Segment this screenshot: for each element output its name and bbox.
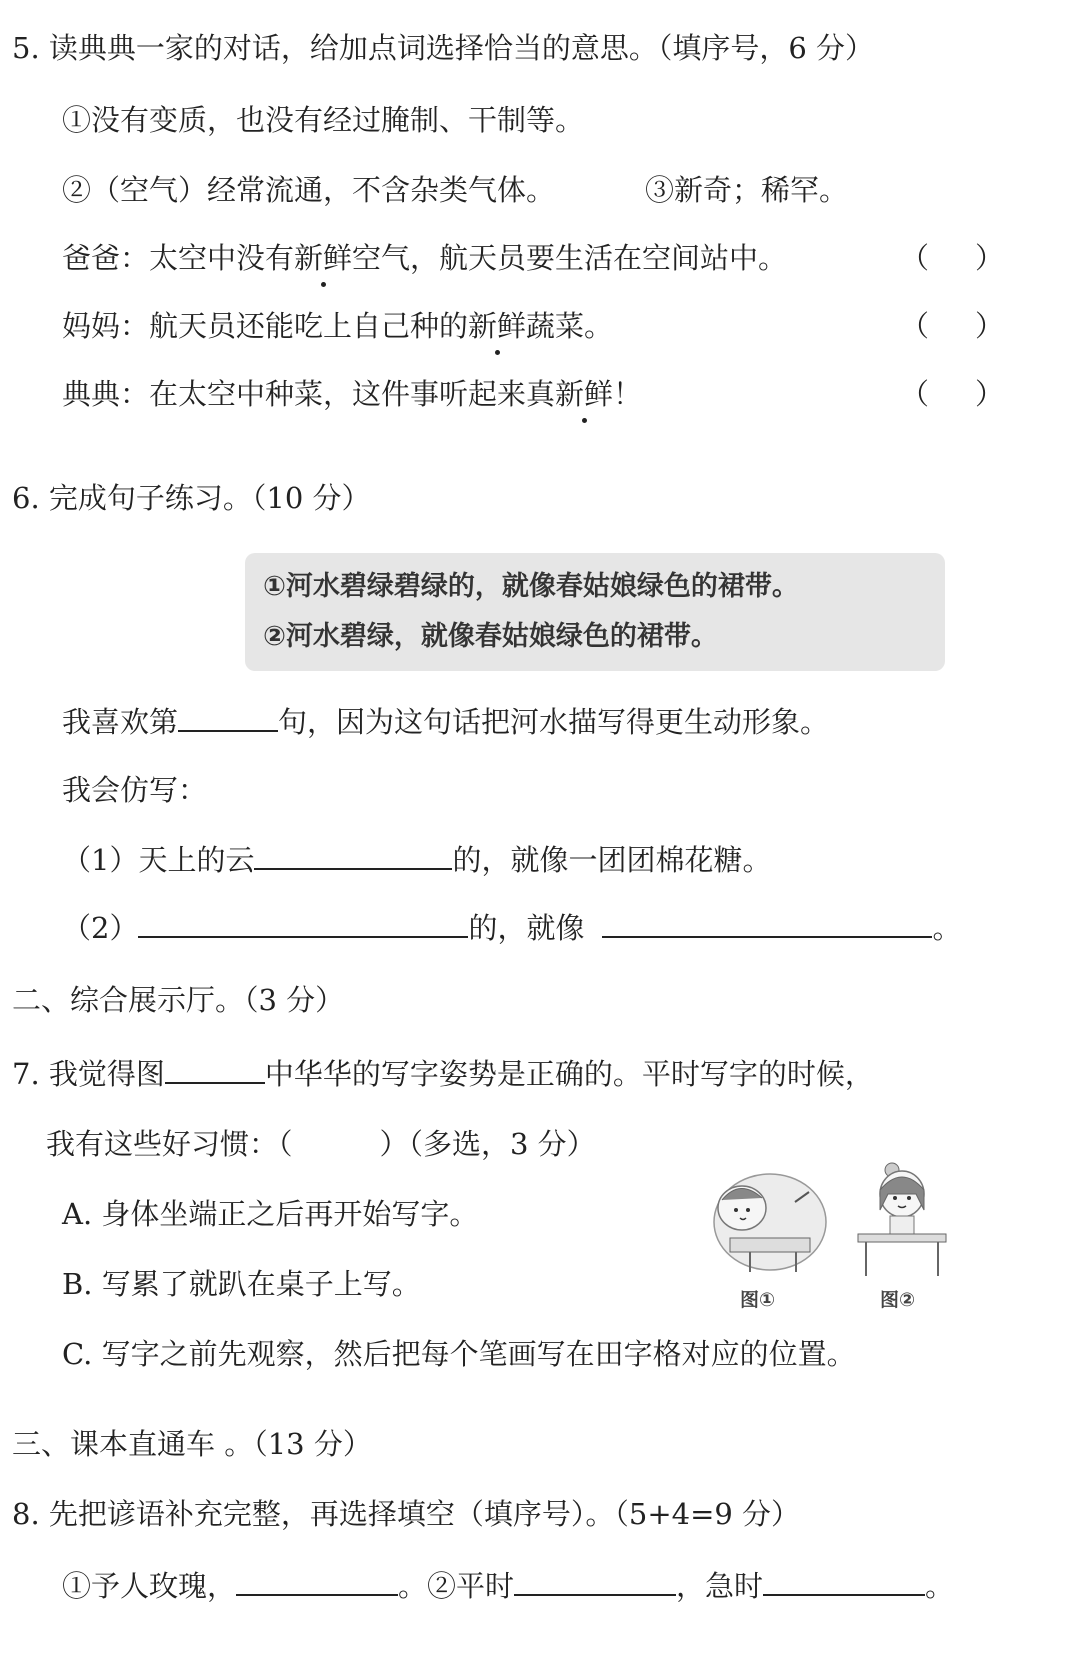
answer-blank[interactable] [763, 1564, 925, 1596]
q7-habits-prompt: 我有这些好习惯：（ ）（多选，3 分） [46, 1127, 596, 1161]
example-sentence-box [245, 553, 945, 671]
answer-blank[interactable] [602, 906, 932, 938]
answer-paren-open: （ [900, 377, 930, 411]
q5-option-1: ①没有变质，也没有经过腌制、干制等。 [62, 103, 585, 137]
q6-sentence-2: （2） 的，就像 。 [62, 906, 961, 948]
dotted-word: 新鲜 [294, 241, 352, 275]
answer-blank[interactable] [254, 838, 452, 870]
answer-paren-open: （ [900, 241, 930, 275]
example-sentence-2: ②河水碧绿，就像春姑娘绿色的裙带。 [263, 621, 718, 652]
q6-imitate-label: 我会仿写： [62, 773, 208, 807]
answer-paren-close: ） [975, 309, 1005, 343]
answer-paren-close: ） [975, 241, 1005, 275]
answer-blank[interactable] [138, 906, 468, 938]
q5-dialogue-mom: 妈妈：航天员还能吃上自己种的新鲜蔬菜。 [62, 306, 613, 346]
section-2-heading: 二、综合展示厅。（3 分） [12, 983, 345, 1017]
section-3-heading: 三、课本直通车 。（13 分） [12, 1427, 372, 1461]
dotted-word: 新鲜 [555, 374, 613, 414]
answer-paren-close: ） [975, 377, 1005, 411]
q5-option-2: ②（空气）经常流通，不含杂类气体。 [62, 173, 556, 207]
figure-1-illustration [700, 1160, 830, 1280]
answer-blank[interactable] [165, 1052, 265, 1084]
q5-title: 5. 读典典一家的对话，给加点词选择恰当的意思。（填序号，6 分） [12, 31, 875, 65]
answer-paren-open: （ [900, 309, 930, 343]
q6-sentence-1: （1）天上的云 的，就像一团团棉花糖。 [62, 838, 771, 880]
q8-title: 8. 先把谚语补充完整，再选择填空（填序号）。（5+4=9 分） [12, 1497, 801, 1531]
answer-blank[interactable] [178, 700, 278, 732]
q5-dialogue-dad: 爸爸：太空中没有新鲜空气，航天员要生活在空间站中。 [62, 238, 787, 278]
q7-option-b: B. 写累了就趴在桌子上写。 [62, 1267, 421, 1301]
q5-dialogue-diandian: 典典：在太空中种菜，这件事听起来真新鲜！ [62, 374, 642, 414]
example-sentence-1: ①河水碧绿碧绿的，就像春姑娘绿色的裙带。 [263, 571, 799, 602]
answer-blank[interactable] [514, 1564, 676, 1596]
figure-2-caption: 图② [880, 1289, 916, 1311]
q6-preference: 我喜欢第 句，因为这句话把河水描写得更生动形象。 [62, 700, 829, 742]
q5-option-3: ③新奇；稀罕。 [645, 173, 849, 207]
q7-prompt: 7. 我觉得图 中华华的写字姿势是正确的。平时写字的时候， [12, 1052, 874, 1094]
figure-1-caption: 图① [740, 1289, 776, 1311]
q6-title: 6. 完成句子练习。（10 分） [12, 481, 371, 515]
q7-option-c: C. 写字之前先观察，然后把每个笔画写在田字格对应的位置。 [62, 1337, 856, 1371]
figure-2-illustration [852, 1150, 952, 1282]
dotted-word: 新鲜 [468, 306, 526, 346]
answer-blank[interactable] [236, 1564, 398, 1596]
q8-proverbs: ①予人玫瑰， 。②平时 ，急时 。 [62, 1564, 954, 1606]
q7-option-a: A. 身体坐端正之后再开始写字。 [62, 1197, 479, 1231]
